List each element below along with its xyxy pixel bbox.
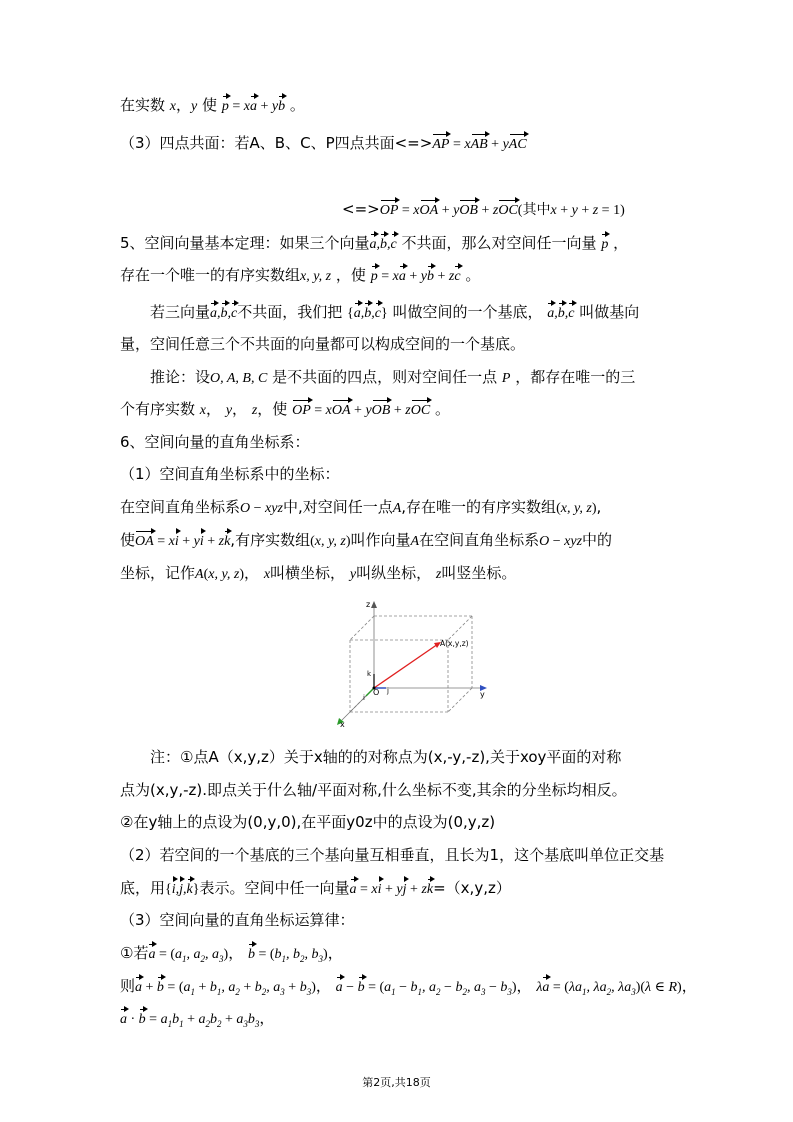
formula: O − xyz bbox=[539, 534, 583, 549]
formula: $\lambda a = (\lambda a_1$, $\lambda a_2$, $\lambda a_3)(\lambda$ ∈ R) bbox=[536, 980, 682, 997]
text: 叫做空间的一个基底， bbox=[392, 303, 543, 321]
math: y bbox=[191, 99, 198, 114]
text: ， bbox=[176, 96, 192, 114]
formula: {a,b,c} bbox=[347, 306, 388, 321]
text: ， bbox=[327, 944, 343, 962]
formula: p = xa + yb bbox=[222, 99, 285, 114]
text: (其中 bbox=[517, 203, 551, 218]
text: ， bbox=[206, 400, 222, 418]
text: 在空间直角坐标系 bbox=[120, 498, 241, 516]
text: 不共面，我们把 bbox=[237, 303, 343, 321]
note-line-2 bbox=[120, 780, 627, 800]
text: 表示。空间中任一向量 bbox=[199, 879, 350, 897]
text: 叫纵坐标， bbox=[356, 564, 432, 582]
formula: OA = xi + yi + zk bbox=[135, 534, 230, 549]
note-line-6 bbox=[120, 910, 355, 930]
text: ， bbox=[516, 977, 532, 995]
box-dashed bbox=[350, 616, 472, 712]
text: ， bbox=[613, 234, 629, 252]
text: 叫横坐标， bbox=[270, 564, 346, 582]
coordinate-system-figure bbox=[330, 596, 500, 728]
text: 量，空间任意三个不共面的向量都可以构成空间的一个基底。 bbox=[120, 335, 526, 353]
text-line-1 bbox=[120, 95, 305, 117]
text: 注：①点A（x,y,z）关于x轴的的对称点为(x,-y,-z),关于xoy平面的对称 bbox=[150, 748, 622, 766]
text: 坐标，记作 bbox=[120, 564, 196, 582]
math: z bbox=[251, 403, 258, 418]
text: ,有序实数组 bbox=[230, 531, 311, 549]
page-number: 第2页,共18页 bbox=[362, 1076, 431, 1089]
text: ，都存在唯一的三 bbox=[515, 368, 636, 386]
text: 。 bbox=[465, 266, 481, 284]
text-line-11 bbox=[120, 464, 340, 484]
note-line-5 bbox=[120, 878, 511, 900]
text: 6、空间向量的直角坐标系： bbox=[120, 433, 310, 451]
formula: a,b,c bbox=[210, 306, 237, 321]
text: 则 bbox=[120, 977, 136, 995]
point-a-label: A(x,y,z) bbox=[440, 639, 469, 648]
math: z bbox=[435, 567, 442, 582]
math: y bbox=[225, 403, 233, 418]
note-line-9 bbox=[120, 1008, 274, 1034]
formula: x + y + z = 1 bbox=[550, 203, 621, 218]
formula: x, y, z bbox=[300, 269, 332, 284]
formula: (x, y, z) bbox=[556, 501, 597, 516]
text: 在空间直角坐标系 bbox=[419, 531, 540, 549]
text-line-7 bbox=[120, 334, 525, 354]
text-line-4 bbox=[120, 233, 628, 255]
text: , bbox=[596, 498, 602, 516]
text: ①若 bbox=[120, 944, 149, 962]
text: 使 bbox=[202, 96, 218, 114]
formula: O, A, B, C bbox=[210, 371, 268, 386]
text: ) bbox=[620, 203, 625, 218]
formula: $a = (a_1$, $a_2$, $a_3$) bbox=[148, 947, 229, 964]
text: 使 bbox=[120, 531, 136, 549]
y-label: y bbox=[480, 690, 485, 699]
text-line-3 bbox=[342, 199, 625, 221]
text: （1）空间直角坐标系中的坐标： bbox=[120, 465, 340, 483]
text-line-6 bbox=[150, 302, 639, 324]
text: 点为(x,y,-z).即点关于什么轴/平面对称,什么坐标不变,其余的分坐标均相反。 bbox=[120, 781, 627, 799]
formula: a = xi + yj + zk bbox=[350, 882, 434, 897]
text: 是不共面的四点，则对空间任一点 bbox=[272, 368, 498, 386]
z-label: z bbox=[366, 600, 371, 609]
j-label: j bbox=[387, 687, 389, 695]
text-line-9 bbox=[120, 399, 450, 421]
formula: $a \cdot b = a_1b_1 + a_2b_2 + a_3b_3$ bbox=[120, 1012, 260, 1029]
formula: A(x, y, z) bbox=[195, 567, 245, 582]
formula: $a + b = (a_1 + b_1$, $a_2 + b_2$, $a_3 + b_3$) bbox=[135, 980, 316, 997]
text: 底，用 bbox=[120, 879, 166, 897]
text: ②在y轴上的点设为(0,y,0),在平面y0z中的点设为(0,y,z) bbox=[120, 813, 496, 831]
text: 在实数 bbox=[120, 96, 166, 114]
vector-oa bbox=[374, 644, 438, 688]
z-arrow-icon bbox=[371, 601, 377, 608]
text-line-12 bbox=[120, 497, 601, 519]
formula: {i,j,k} bbox=[165, 882, 199, 897]
text-line-13 bbox=[120, 530, 612, 552]
formula: (x, y, z) bbox=[310, 534, 351, 549]
note-line-4 bbox=[120, 845, 664, 865]
i-label: i bbox=[363, 694, 365, 702]
text: 中的 bbox=[582, 531, 613, 549]
formula: p bbox=[601, 237, 608, 252]
note-line-3 bbox=[120, 812, 495, 832]
formula: A bbox=[392, 501, 402, 516]
text: 中,对空间任一点 bbox=[282, 498, 393, 516]
text: 5、空间向量基本定理：如果三个向量 bbox=[120, 234, 370, 252]
text: 叫作向量 bbox=[350, 531, 411, 549]
text: =（x,y,z） bbox=[433, 879, 511, 897]
formula: O − xyz bbox=[240, 501, 283, 516]
text: ,存在唯一的有序实数组 bbox=[401, 498, 557, 516]
formula: P bbox=[501, 371, 511, 386]
math: y bbox=[349, 567, 357, 582]
text: <=> bbox=[342, 200, 380, 218]
text: 叫做基向 bbox=[579, 303, 640, 321]
text: 。 bbox=[289, 96, 305, 114]
text: ， bbox=[315, 977, 331, 995]
math: x bbox=[199, 403, 207, 418]
formula: p = xa + yb + zc bbox=[371, 269, 461, 284]
text: ，使 bbox=[335, 266, 366, 284]
text: ， bbox=[681, 977, 697, 995]
text: 个有序实数 bbox=[120, 400, 196, 418]
formula: $a - b = (a_1 - b_1$, $a_2 - b_2$, $a_3 - b_3$) bbox=[335, 980, 517, 997]
formula: OP = xOA + yOB + zOC bbox=[380, 203, 518, 218]
text: 推论：设 bbox=[150, 368, 211, 386]
x-label: x bbox=[340, 720, 345, 728]
text: 。 bbox=[434, 400, 450, 418]
text: 叫竖坐标。 bbox=[441, 564, 517, 582]
formula: AP = xAB + yAC bbox=[432, 137, 526, 152]
text: ， bbox=[232, 400, 248, 418]
text: （2）若空间的一个基底的三个基向量互相垂直，且长为1，这个基底叫单位正交基 bbox=[120, 846, 665, 864]
k-label: k bbox=[367, 670, 372, 678]
note-line-8 bbox=[120, 976, 697, 1002]
formula: OP = xOA + yOB + zOC bbox=[292, 403, 430, 418]
text: （3）四点共面：若A、B、C、P四点共面<=> bbox=[120, 134, 433, 152]
origin-label: O bbox=[373, 688, 380, 697]
text-line-2 bbox=[120, 133, 527, 155]
text-line-5 bbox=[120, 265, 480, 287]
section-heading bbox=[120, 432, 310, 452]
math: x bbox=[169, 99, 177, 114]
formula: A bbox=[410, 534, 420, 549]
note-line-7 bbox=[120, 943, 343, 969]
text: 若三向量 bbox=[150, 303, 211, 321]
text: ， bbox=[244, 564, 260, 582]
text-line-14 bbox=[120, 563, 516, 585]
note-line-1 bbox=[150, 747, 621, 767]
text: ， bbox=[228, 944, 244, 962]
text: 存在一个唯一的有序实数组 bbox=[120, 266, 301, 284]
text: 不共面，那么对空间任一向量 bbox=[401, 234, 597, 252]
math: x bbox=[263, 567, 271, 582]
text: （3）空间向量的直角坐标运算律： bbox=[120, 911, 355, 929]
text-line-8 bbox=[150, 367, 635, 389]
text: ， bbox=[259, 1009, 275, 1027]
formula: a,b,c bbox=[547, 306, 574, 321]
text: ，使 bbox=[257, 400, 288, 418]
formula: a,b,c bbox=[370, 237, 397, 252]
formula: $b = (b_1$, $b_2$, $b_3$) bbox=[247, 947, 328, 964]
